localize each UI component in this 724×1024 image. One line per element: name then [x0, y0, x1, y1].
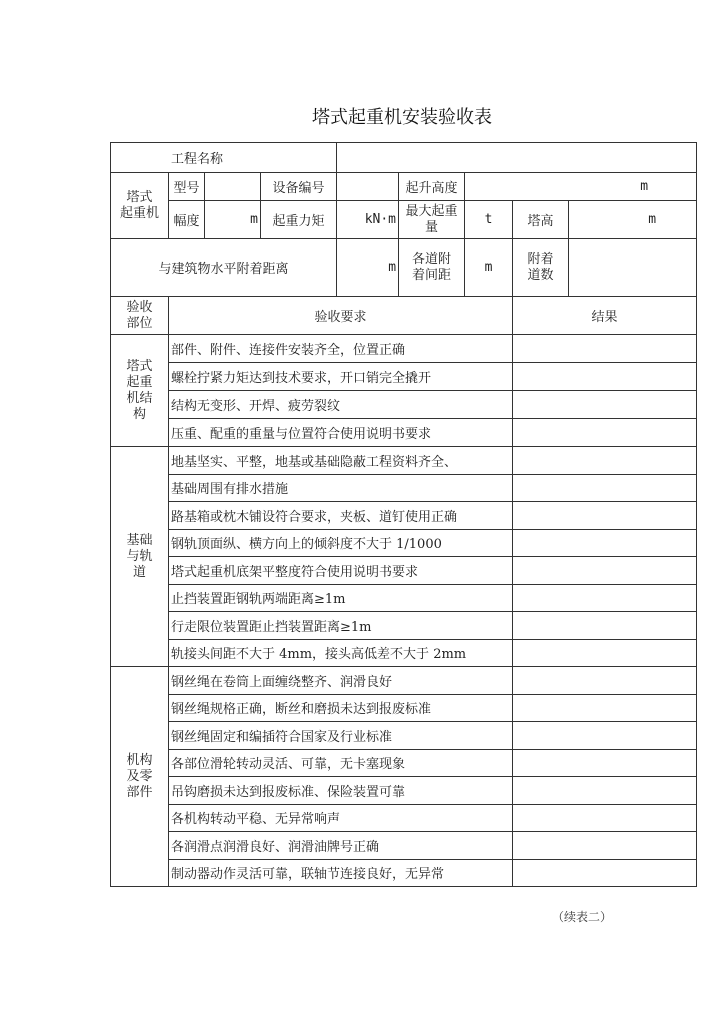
result-cell[interactable] [513, 832, 697, 860]
requirement-item: 塔式起重机底架平整度符合使用说明书要求 [169, 557, 513, 585]
model-label: 型号 [169, 173, 205, 201]
table-row [111, 529, 697, 557]
table-row [111, 804, 697, 832]
requirement-item: 钢丝绳在卷筒上面缠绕整齐、润滑良好 [169, 667, 513, 695]
result-cell[interactable] [513, 335, 697, 363]
result-cell[interactable] [513, 749, 697, 777]
document-title: 塔式起重机安装验收表 [312, 107, 492, 128]
requirement-item: 钢丝绳规格正确，断丝和磨损未达到报废标准 [169, 694, 513, 722]
result-cell[interactable] [513, 694, 697, 722]
result-cell[interactable] [513, 363, 697, 391]
lift-height-label: 起升高度 [399, 173, 465, 201]
table-row [111, 722, 697, 750]
acceptance-table [110, 142, 697, 887]
result-cell[interactable] [513, 557, 697, 585]
attach-count-label: 附着 道数 [513, 239, 569, 297]
table-row [111, 667, 697, 695]
tower-height-label: 塔高 [513, 201, 569, 239]
attach-distance-unit: m [337, 239, 399, 297]
project-name-value[interactable] [337, 143, 697, 173]
table-row [111, 777, 697, 805]
table-row [111, 447, 697, 475]
requirement-item: 地基坚实、平整，地基或基础隐蔽工程资料齐全、 [169, 447, 513, 475]
requirement-item: 止挡装置距钢轨两端距离≥1m [169, 584, 513, 612]
table-row [111, 502, 697, 530]
table-row [111, 584, 697, 612]
model-value[interactable] [205, 173, 261, 201]
requirement-item: 基础周围有排水措施 [169, 474, 513, 502]
amplitude-label: 幅度 [169, 201, 205, 239]
amplitude-unit: m [205, 201, 261, 239]
table-row [111, 557, 697, 585]
result-cell[interactable] [513, 529, 697, 557]
table-row [111, 363, 697, 391]
result-cell[interactable] [513, 391, 697, 419]
result-cell[interactable] [513, 502, 697, 530]
requirement-column-header: 验收要求 [169, 297, 513, 335]
requirement-item: 螺栓拧紧力矩达到技术要求，开口销完全撬开 [169, 363, 513, 391]
table-row [111, 859, 697, 887]
section-name: 塔式 起重 机结 构 [111, 335, 169, 447]
attach-spacing-unit: m [465, 239, 513, 297]
table-row [111, 391, 697, 419]
requirement-item: 吊钩磨损未达到报废标准、保险装置可靠 [169, 777, 513, 805]
result-cell[interactable] [513, 667, 697, 695]
requirement-item: 部件、附件、连接件安装齐全，位置正确 [169, 335, 513, 363]
requirement-item: 轨接头间距不大于 4mm，接头高低差不大于 2mm [169, 639, 513, 667]
tower-height-unit: m [569, 201, 697, 239]
continuation-note: （续表二） [551, 910, 612, 924]
requirement-item: 压重、配重的重量与位置符合使用说明书要求 [169, 419, 513, 447]
part-column-header: 验收 部位 [111, 297, 169, 335]
requirement-item: 各机构转动平稳、无异常响声 [169, 804, 513, 832]
table-row [111, 335, 697, 363]
table-row [111, 749, 697, 777]
table-row [111, 419, 697, 447]
result-cell[interactable] [513, 639, 697, 667]
result-cell[interactable] [513, 474, 697, 502]
result-cell[interactable] [513, 447, 697, 475]
project-name-label: 工程名称 [111, 143, 337, 173]
section-name: 机构 及零 部件 [111, 667, 169, 887]
lift-height-unit: m [465, 173, 697, 201]
section-name: 基础 与轨 道 [111, 447, 169, 667]
requirement-item: 制动器动作灵活可靠，联轴节连接良好，无异常 [169, 859, 513, 887]
result-column-header: 结果 [513, 297, 697, 335]
table-row [111, 474, 697, 502]
table-row [111, 639, 697, 667]
requirement-item: 钢丝绳固定和编插符合国家及行业标准 [169, 722, 513, 750]
result-cell[interactable] [513, 419, 697, 447]
requirement-item: 钢轨顶面纵、横方向上的倾斜度不大于 1/1000 [169, 529, 513, 557]
result-cell[interactable] [513, 612, 697, 640]
requirement-item: 行走限位装置距止挡装置距离≥1m [169, 612, 513, 640]
requirement-item: 结构无变形、开焊、疲劳裂纹 [169, 391, 513, 419]
result-cell[interactable] [513, 777, 697, 805]
equipment-no-label: 设备编号 [261, 173, 337, 201]
max-load-label: 最大起重 量 [399, 201, 465, 239]
lift-moment-unit: kN·m [337, 201, 399, 239]
requirement-item: 各润滑点润滑良好、润滑油牌号正确 [169, 832, 513, 860]
max-load-unit: t [465, 201, 513, 239]
result-cell[interactable] [513, 859, 697, 887]
result-cell[interactable] [513, 584, 697, 612]
attach-count-value[interactable] [569, 239, 697, 297]
lift-moment-label: 起重力矩 [261, 201, 337, 239]
result-cell[interactable] [513, 722, 697, 750]
attach-distance-label: 与建筑物水平附着距离 [111, 239, 337, 297]
requirement-item: 路基箱或枕木铺设符合要求，夹板、道钉使用正确 [169, 502, 513, 530]
requirement-item: 各部位滑轮转动灵活、可靠，无卡塞现象 [169, 749, 513, 777]
result-cell[interactable] [513, 804, 697, 832]
crane-label: 塔式 起重机 [111, 173, 169, 239]
attach-spacing-label: 各道附 着间距 [399, 239, 465, 297]
table-row [111, 832, 697, 860]
table-row [111, 612, 697, 640]
table-row [111, 694, 697, 722]
equipment-no-value[interactable] [337, 173, 399, 201]
